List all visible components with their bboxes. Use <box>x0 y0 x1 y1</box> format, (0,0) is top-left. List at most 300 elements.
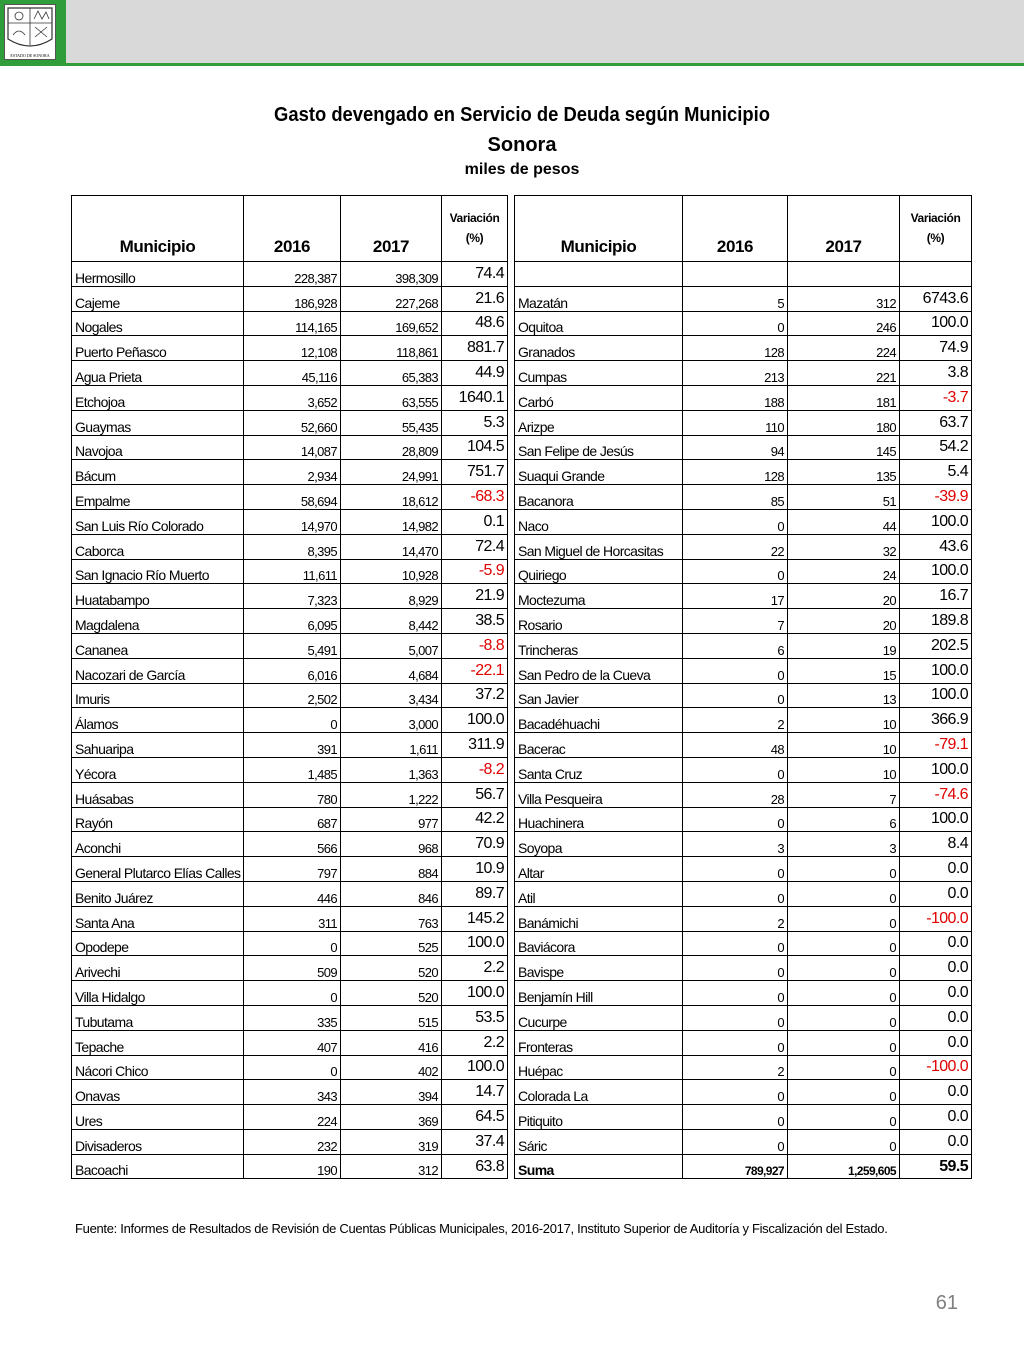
value-2017-cell: 0 <box>788 1055 900 1080</box>
column-gap <box>508 857 515 882</box>
table-row <box>72 485 972 510</box>
municipio-cell: Navojoa <box>72 435 244 460</box>
municipio-cell: Oquitoa <box>515 311 683 336</box>
column-gap <box>508 807 515 832</box>
variation-cell: 100.0 <box>900 509 972 534</box>
column-header-2017: 2017 <box>341 196 442 262</box>
value-2017-cell: 44 <box>788 509 900 534</box>
value-2017-cell: 884 <box>341 857 442 882</box>
value-2017-cell: 312 <box>788 286 900 311</box>
value-2016-cell: 94 <box>683 435 788 460</box>
value-2016-cell: 0 <box>683 1005 788 1030</box>
column-gap <box>508 1055 515 1080</box>
municipio-cell: Villa Hidalgo <box>72 981 244 1006</box>
value-2016-cell: 85 <box>683 485 788 510</box>
value-2016-cell: 0 <box>244 931 341 956</box>
logo <box>0 0 66 66</box>
column-header-municipio: Municipio <box>72 196 244 262</box>
value-2017-cell: 0 <box>788 1005 900 1030</box>
variation-cell: -100.0 <box>900 1055 972 1080</box>
column-gap <box>508 658 515 683</box>
municipio-cell: Benjamín Hill <box>515 981 683 1006</box>
value-2017-cell: 0 <box>788 956 900 981</box>
variation-cell: 311.9 <box>442 733 508 758</box>
value-2017-cell: 13 <box>788 683 900 708</box>
value-2017-cell: 8,929 <box>341 584 442 609</box>
value-2017-cell: 51 <box>788 485 900 510</box>
table-row <box>72 1030 972 1055</box>
variation-cell: 5.4 <box>900 460 972 485</box>
value-2017-cell: 20 <box>788 584 900 609</box>
value-2016-cell: 687 <box>244 807 341 832</box>
value-2016-cell: 48 <box>683 733 788 758</box>
value-2017-cell: 0 <box>788 1080 900 1105</box>
column-gap <box>508 509 515 534</box>
value-2017-cell: 221 <box>788 361 900 386</box>
variation-cell: 37.4 <box>442 1129 508 1154</box>
value-2017-cell: 1,611 <box>341 733 442 758</box>
table-row <box>72 1105 972 1130</box>
column-header-variacion-right: Variación (%) <box>900 196 972 262</box>
municipio-cell: Hermosillo <box>72 262 244 287</box>
municipio-cell: Bacerac <box>515 733 683 758</box>
value-2016-cell: 114,165 <box>244 311 341 336</box>
municipio-cell: Magdalena <box>72 609 244 634</box>
value-2016-cell: 0 <box>683 757 788 782</box>
variation-cell <box>900 262 972 287</box>
value-2017-cell: 0 <box>788 857 900 882</box>
value-2017-cell: 224 <box>788 336 900 361</box>
municipio-cell: Santa Cruz <box>515 757 683 782</box>
value-2016-cell: 0 <box>683 1030 788 1055</box>
column-gap <box>508 361 515 386</box>
value-2016-cell: 128 <box>683 336 788 361</box>
page-number: 61 <box>935 1292 958 1314</box>
total-2017-cell: 1,259,605 <box>788 1154 900 1179</box>
variation-cell: 2.2 <box>442 1030 508 1055</box>
value-2017-cell: 4,684 <box>341 658 442 683</box>
column-gap <box>508 708 515 733</box>
value-2016-cell: 0 <box>683 509 788 534</box>
table-row <box>72 832 972 857</box>
value-2016-cell: 0 <box>683 981 788 1006</box>
municipio-cell: Rayón <box>72 807 244 832</box>
municipio-cell: Carbó <box>515 385 683 410</box>
value-2016-cell: 780 <box>244 782 341 807</box>
value-2017-cell: 15 <box>788 658 900 683</box>
table-row <box>72 981 972 1006</box>
value-2016-cell: 797 <box>244 857 341 882</box>
variation-cell: 0.0 <box>900 857 972 882</box>
value-2017-cell: 525 <box>341 931 442 956</box>
value-2016-cell: 0 <box>683 311 788 336</box>
variation-cell: 0.0 <box>900 881 972 906</box>
value-2016-cell: 17 <box>683 584 788 609</box>
municipio-cell: Aconchi <box>72 832 244 857</box>
municipio-cell: Tepache <box>72 1030 244 1055</box>
municipio-cell: San Pedro de la Cueva <box>515 658 683 683</box>
value-2016-cell: 228,387 <box>244 262 341 287</box>
table-row <box>72 460 972 485</box>
variation-cell: 100.0 <box>900 683 972 708</box>
municipio-cell: Opodepe <box>72 931 244 956</box>
value-2017-cell: 0 <box>788 1105 900 1130</box>
table-header-row <box>72 196 972 262</box>
value-2016-cell: 1,485 <box>244 757 341 782</box>
column-gap <box>508 633 515 658</box>
municipio-cell: Bacadéhuachi <box>515 708 683 733</box>
municipio-cell: Empalme <box>72 485 244 510</box>
variation-cell: 881.7 <box>442 336 508 361</box>
variation-cell: 100.0 <box>900 311 972 336</box>
value-2016-cell: 0 <box>683 658 788 683</box>
column-gap <box>508 906 515 931</box>
variation-cell: 48.6 <box>442 311 508 336</box>
municipio-cell: Colorada La <box>515 1080 683 1105</box>
variation-cell: 100.0 <box>900 807 972 832</box>
municipio-cell: Trincheras <box>515 633 683 658</box>
variation-cell: 0.0 <box>900 931 972 956</box>
municipio-cell: Nacozari de García <box>72 658 244 683</box>
value-2017-cell: 20 <box>788 609 900 634</box>
municipio-cell: Pitiquito <box>515 1105 683 1130</box>
table-row <box>72 534 972 559</box>
value-2016-cell: 0 <box>683 683 788 708</box>
variation-cell: 0.1 <box>442 509 508 534</box>
value-2017-cell <box>788 262 900 287</box>
variation-cell: -3.7 <box>900 385 972 410</box>
variation-cell: -100.0 <box>900 906 972 931</box>
municipio-cell: Yécora <box>72 757 244 782</box>
value-2016-cell: 5,491 <box>244 633 341 658</box>
municipio-cell: Puerto Peñasco <box>72 336 244 361</box>
table-row <box>72 559 972 584</box>
municipal-debt-table <box>71 195 972 1179</box>
value-2017-cell: 181 <box>788 385 900 410</box>
total-variation-cell: 59.5 <box>900 1154 972 1179</box>
column-gap <box>508 410 515 435</box>
value-2016-cell: 509 <box>244 956 341 981</box>
value-2016-cell: 391 <box>244 733 341 758</box>
municipio-cell: Sahuaripa <box>72 733 244 758</box>
column-gap <box>508 683 515 708</box>
value-2016-cell: 6,016 <box>244 658 341 683</box>
variation-cell: -39.9 <box>900 485 972 510</box>
variation-cell: 74.4 <box>442 262 508 287</box>
total-2016-cell: 789,927 <box>683 1154 788 1179</box>
value-2017-cell: 1,363 <box>341 757 442 782</box>
variation-cell: 189.8 <box>900 609 972 634</box>
value-2016-cell: 28 <box>683 782 788 807</box>
municipio-cell: Atil <box>515 881 683 906</box>
variation-cell: 70.9 <box>442 832 508 857</box>
value-2016-cell: 407 <box>244 1030 341 1055</box>
municipio-cell: Fronteras <box>515 1030 683 1055</box>
value-2017-cell: 55,435 <box>341 410 442 435</box>
variation-cell: 74.9 <box>900 336 972 361</box>
value-2016-cell: 2,934 <box>244 460 341 485</box>
value-2016-cell: 2,502 <box>244 683 341 708</box>
municipio-cell: Soyopa <box>515 832 683 857</box>
column-gap <box>508 336 515 361</box>
value-2016-cell: 0 <box>683 1080 788 1105</box>
variation-cell: 38.5 <box>442 609 508 634</box>
value-2016-cell: 11,611 <box>244 559 341 584</box>
value-2017-cell: 5,007 <box>341 633 442 658</box>
variation-cell: 21.6 <box>442 286 508 311</box>
variation-cell: -79.1 <box>900 733 972 758</box>
table-row <box>72 262 972 287</box>
municipio-cell: Arizpe <box>515 410 683 435</box>
value-2017-cell: 977 <box>341 807 442 832</box>
value-2016-cell: 188 <box>683 385 788 410</box>
variation-cell: -8.2 <box>442 757 508 782</box>
value-2017-cell: 28,809 <box>341 435 442 460</box>
value-2016-cell: 0 <box>683 931 788 956</box>
value-2016-cell: 566 <box>244 832 341 857</box>
municipio-cell: Ures <box>72 1105 244 1130</box>
municipio-cell: Caborca <box>72 534 244 559</box>
municipio-cell: Mazatán <box>515 286 683 311</box>
variation-cell: 100.0 <box>442 981 508 1006</box>
variation-cell: 42.2 <box>442 807 508 832</box>
value-2016-cell: 12,108 <box>244 336 341 361</box>
variation-cell: 145.2 <box>442 906 508 931</box>
table-row <box>72 311 972 336</box>
municipio-cell: Agua Prieta <box>72 361 244 386</box>
value-2016-cell: 190 <box>244 1154 341 1179</box>
column-header-2016-right: 2016 <box>683 196 788 262</box>
municipio-cell: Santa Ana <box>72 906 244 931</box>
variation-cell: 6743.6 <box>900 286 972 311</box>
variation-cell: 14.7 <box>442 1080 508 1105</box>
variation-cell: 10.9 <box>442 857 508 882</box>
value-2016-cell: 45,116 <box>244 361 341 386</box>
variation-cell: -8.8 <box>442 633 508 658</box>
variation-cell: 2.2 <box>442 956 508 981</box>
variation-cell: 0.0 <box>900 1105 972 1130</box>
municipio-cell: Suaqui Grande <box>515 460 683 485</box>
value-2017-cell: 968 <box>341 832 442 857</box>
variation-cell: 202.5 <box>900 633 972 658</box>
column-gap <box>508 1154 515 1179</box>
municipio-cell: Benito Juárez <box>72 881 244 906</box>
table-row <box>72 336 972 361</box>
value-2017-cell: 63,555 <box>341 385 442 410</box>
value-2017-cell: 319 <box>341 1129 442 1154</box>
column-gap <box>508 286 515 311</box>
value-2016-cell: 186,928 <box>244 286 341 311</box>
municipio-cell: Granados <box>515 336 683 361</box>
value-2017-cell: 0 <box>788 1030 900 1055</box>
value-2017-cell: 394 <box>341 1080 442 1105</box>
value-2017-cell: 118,861 <box>341 336 442 361</box>
municipio-cell: Naco <box>515 509 683 534</box>
table-row <box>72 609 972 634</box>
municipio-cell: Bacoachi <box>72 1154 244 1179</box>
value-2016-cell: 3 <box>683 832 788 857</box>
column-gap <box>508 757 515 782</box>
column-header-variacion: Variación (%) <box>442 196 508 262</box>
municipio-cell: Onavas <box>72 1080 244 1105</box>
value-2017-cell: 10 <box>788 733 900 758</box>
municipio-cell: Moctezuma <box>515 584 683 609</box>
variation-cell: 0.0 <box>900 956 972 981</box>
variation-cell: 100.0 <box>900 559 972 584</box>
value-2017-cell: 10 <box>788 757 900 782</box>
value-2017-cell: 246 <box>788 311 900 336</box>
variation-cell: -22.1 <box>442 658 508 683</box>
column-gap <box>508 931 515 956</box>
table-row <box>72 1055 972 1080</box>
table-row <box>72 1005 972 1030</box>
municipio-cell <box>515 262 683 287</box>
table-row <box>72 857 972 882</box>
value-2016-cell <box>683 262 788 287</box>
value-2017-cell: 398,309 <box>341 262 442 287</box>
variation-cell: 21.9 <box>442 584 508 609</box>
municipio-cell: Etchojoa <box>72 385 244 410</box>
value-2016-cell: 224 <box>244 1105 341 1130</box>
municipio-cell: Cajeme <box>72 286 244 311</box>
value-2017-cell: 24 <box>788 559 900 584</box>
variation-cell: 37.2 <box>442 683 508 708</box>
value-2016-cell: 6 <box>683 633 788 658</box>
value-2016-cell: 0 <box>683 559 788 584</box>
municipio-cell: Quiriego <box>515 559 683 584</box>
value-2017-cell: 180 <box>788 410 900 435</box>
municipio-cell: Huépac <box>515 1055 683 1080</box>
variation-cell: 100.0 <box>900 757 972 782</box>
value-2016-cell: 7 <box>683 609 788 634</box>
variation-cell: 104.5 <box>442 435 508 460</box>
municipio-cell: San Miguel de Horcasitas <box>515 534 683 559</box>
value-2016-cell: 14,087 <box>244 435 341 460</box>
column-header-2017-right: 2017 <box>788 196 900 262</box>
municipio-cell: Cumpas <box>515 361 683 386</box>
municipio-cell: Álamos <box>72 708 244 733</box>
column-gap <box>508 311 515 336</box>
variation-cell: 3.8 <box>900 361 972 386</box>
coat-of-arms-icon <box>4 4 56 60</box>
municipio-cell: Bacanora <box>515 485 683 510</box>
value-2016-cell: 7,323 <box>244 584 341 609</box>
value-2017-cell: 402 <box>341 1055 442 1080</box>
municipio-cell: San Felipe de Jesús <box>515 435 683 460</box>
page-subtitle: Sonora <box>487 134 557 156</box>
table-row <box>72 509 972 534</box>
column-gap <box>508 1080 515 1105</box>
variation-cell: 56.7 <box>442 782 508 807</box>
table-row <box>72 906 972 931</box>
value-2016-cell: 3,652 <box>244 385 341 410</box>
table-row <box>72 1129 972 1154</box>
table-row <box>72 708 972 733</box>
source-note: Fuente: Informes de Resultados de Revisión de Cuentas Públicas Municipales, 2016-2017, Instituto Superior de Auditoría y Fiscalización del Estado. <box>75 1221 888 1236</box>
table-row <box>72 385 972 410</box>
table-row <box>72 733 972 758</box>
variation-cell: 5.3 <box>442 410 508 435</box>
municipio-cell: San Ignacio Río Muerto <box>72 559 244 584</box>
table-row <box>72 286 972 311</box>
value-2016-cell: 0 <box>683 1129 788 1154</box>
table-row <box>72 633 972 658</box>
municipio-cell: Cucurpe <box>515 1005 683 1030</box>
table-row <box>72 435 972 460</box>
value-2017-cell: 6 <box>788 807 900 832</box>
value-2017-cell: 0 <box>788 981 900 1006</box>
value-2017-cell: 763 <box>341 906 442 931</box>
column-gap <box>508 832 515 857</box>
municipio-cell: Nácori Chico <box>72 1055 244 1080</box>
value-2016-cell: 343 <box>244 1080 341 1105</box>
value-2017-cell: 846 <box>341 881 442 906</box>
table-row <box>72 683 972 708</box>
value-2016-cell: 6,095 <box>244 609 341 634</box>
value-2017-cell: 14,470 <box>341 534 442 559</box>
value-2017-cell: 0 <box>788 906 900 931</box>
column-gap <box>508 782 515 807</box>
variation-cell: 0.0 <box>900 1129 972 1154</box>
variation-cell: 72.4 <box>442 534 508 559</box>
municipio-cell: General Plutarco Elías Calles <box>72 857 244 882</box>
value-2016-cell: 2 <box>683 708 788 733</box>
value-2017-cell: 0 <box>788 881 900 906</box>
column-gap <box>508 559 515 584</box>
municipio-cell: Baviácora <box>515 931 683 956</box>
variation-cell: 0.0 <box>900 981 972 1006</box>
value-2017-cell: 369 <box>341 1105 442 1130</box>
value-2016-cell: 0 <box>683 857 788 882</box>
variation-cell: 63.8 <box>442 1154 508 1179</box>
table-row <box>72 658 972 683</box>
value-2016-cell: 2 <box>683 1055 788 1080</box>
value-2017-cell: 169,652 <box>341 311 442 336</box>
variation-cell: 43.6 <box>900 534 972 559</box>
variation-cell: 0.0 <box>900 1030 972 1055</box>
municipio-cell: Nogales <box>72 311 244 336</box>
municipio-cell: Sáric <box>515 1129 683 1154</box>
column-gap <box>508 981 515 1006</box>
table-row <box>72 584 972 609</box>
value-2016-cell: 58,694 <box>244 485 341 510</box>
value-2016-cell: 52,660 <box>244 410 341 435</box>
column-header-municipio-right: Municipio <box>515 196 683 262</box>
table-row <box>72 956 972 981</box>
value-2017-cell: 24,991 <box>341 460 442 485</box>
table-row <box>72 881 972 906</box>
variation-cell: 8.4 <box>900 832 972 857</box>
value-2017-cell: 3 <box>788 832 900 857</box>
value-2016-cell: 14,970 <box>244 509 341 534</box>
municipio-cell: San Luis Río Colorado <box>72 509 244 534</box>
variation-cell: 100.0 <box>442 1055 508 1080</box>
variation-cell: -68.3 <box>442 485 508 510</box>
variation-cell: 100.0 <box>442 708 508 733</box>
value-2016-cell: 22 <box>683 534 788 559</box>
column-gap <box>508 262 515 287</box>
municipio-cell: Altar <box>515 857 683 882</box>
value-2016-cell: 0 <box>683 1105 788 1130</box>
value-2016-cell: 2 <box>683 906 788 931</box>
value-2016-cell: 311 <box>244 906 341 931</box>
municipio-cell: Bácum <box>72 460 244 485</box>
value-2017-cell: 65,383 <box>341 361 442 386</box>
variation-cell: 54.2 <box>900 435 972 460</box>
column-gap <box>508 485 515 510</box>
value-2017-cell: 18,612 <box>341 485 442 510</box>
value-2016-cell: 0 <box>244 981 341 1006</box>
